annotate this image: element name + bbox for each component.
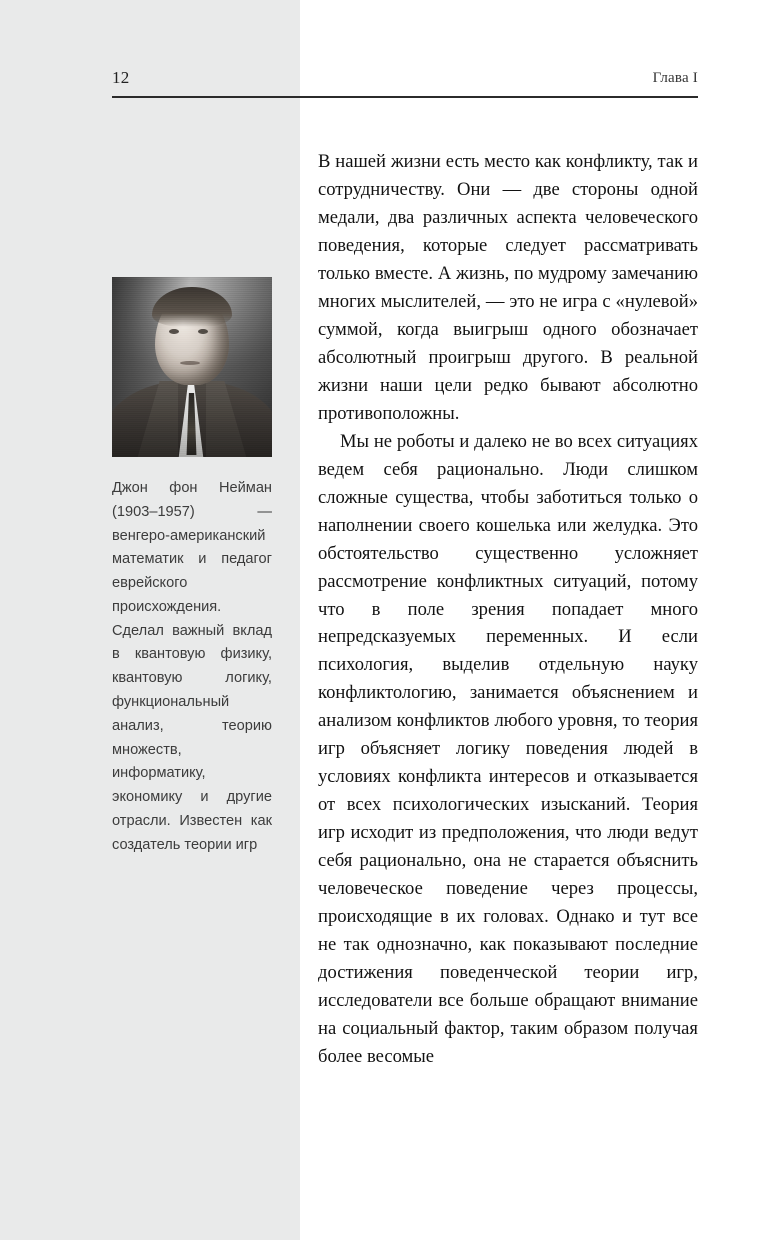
- running-head: [112, 68, 698, 98]
- body-paragraph: Мы не роботы и далеко не во всех ситуациях ведем себя рационально. Люди слишком сложные существа, чтобы заботиться только о наполнении своего кошелька или желудка. Это обстоятельство существенно усложняет рассмотрение конфликтных ситуаций, потому что в поле зрения попадает много непредсказуемых переменных. И если психология, выделив отдельную науку конфликтологию, занимается объяснением и анализом конфликтов любого уровня, то теория игр объясняет логику поведения людей в условиях конфликта интересов и отказывается от всех психологических изысканий. Теория игр исходит из предположения, что люди ведут себя рационально, она не старается объяснить человеческое поведение через процессы, происходящие в их головах. Однако и тут все не так однозначно, как показывают последние достижения поведенческой теории игр, исследователи все больше обращают внимание на социальный фактор, таким образом получая более весомые: [318, 430, 698, 1067]
- chapter-running-title: Глава I: [652, 70, 698, 86]
- portrait-photo: [112, 277, 272, 457]
- photo-eye-right: [198, 329, 208, 334]
- photo-eye-left: [169, 329, 179, 334]
- body-text-column: [318, 148, 698, 1071]
- body-paragraph: В нашей жизни есть место как конфликту, так и сотрудничеству. Они — две стороны одной медали, два различных аспекта человеческого поведения, которые следует рассматривать только вместе. А жизнь, по мудрому замечанию многих мыслителей, — это не игра с «нулевой» суммой, когда выигрыш одного обозначает абсолютный проигрыш другого. В реальной жизни наши цели редко бывают абсолютно противоположны.: [318, 151, 698, 424]
- page-number: 12: [112, 68, 130, 87]
- header-rule: [112, 96, 698, 98]
- photo-mouth: [180, 361, 200, 365]
- figure-caption: Джон фон Нейман (1903–1957) — венгеро-американский математик и педагог еврейского происхождения. Сделал важный вклад в квантовую физику, квантовую логику, функциональный анализ, теорию множеств, информатику, экономику и другие отрасли. Известен как создатель теории игр: [112, 480, 272, 853]
- figure-column: [112, 277, 272, 858]
